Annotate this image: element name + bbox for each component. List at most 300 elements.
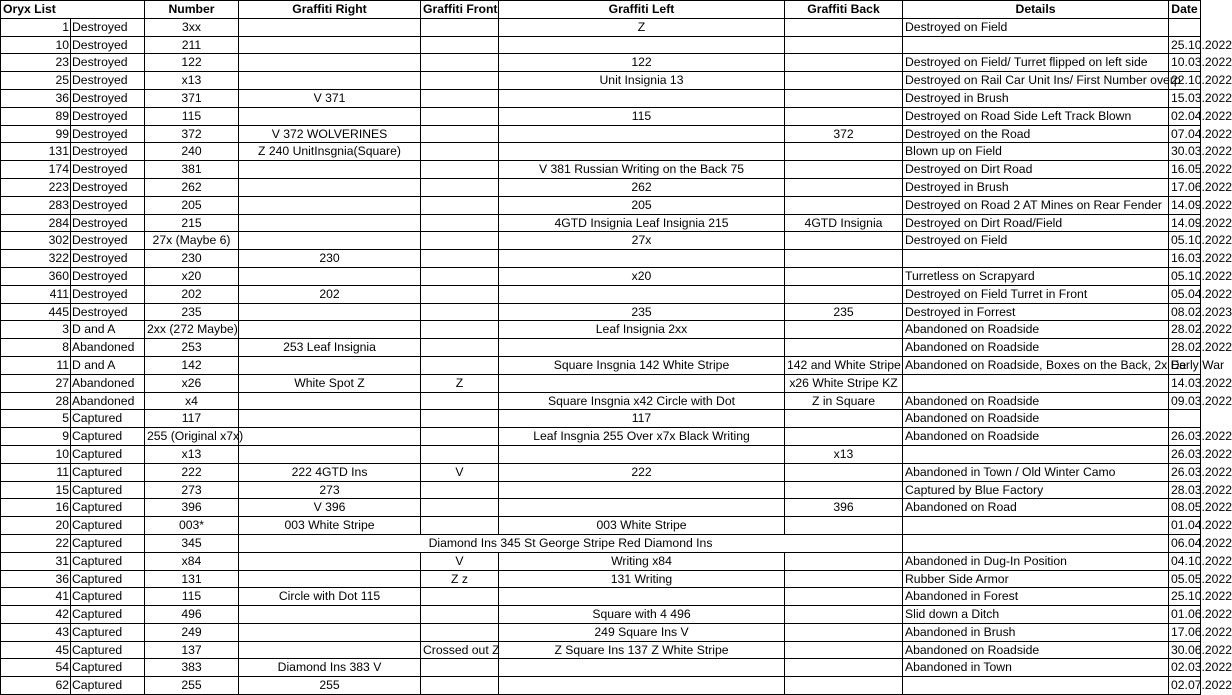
graffiti-front-cell[interactable]: V [421, 463, 499, 481]
graffiti-left-cell[interactable] [499, 499, 785, 517]
status-cell[interactable]: Destroyed [71, 285, 145, 303]
graffiti-left-cell[interactable]: 122 [499, 54, 785, 72]
graffiti-left-cell[interactable]: 003 White Stripe [499, 517, 785, 535]
graffiti-back-cell[interactable] [785, 570, 903, 588]
details-cell[interactable]: Destroyed in Brush [903, 178, 1169, 196]
status-cell[interactable]: Destroyed [71, 143, 145, 161]
graffiti-left-cell[interactable]: Z [499, 18, 785, 36]
details-cell[interactable]: Rubber Side Armor [903, 570, 1169, 588]
graffiti-right-cell[interactable] [239, 214, 421, 232]
graffiti-back-cell[interactable] [785, 267, 903, 285]
oryx-id-cell[interactable]: 22 [1, 534, 71, 552]
details-cell[interactable] [903, 445, 1169, 463]
oryx-id-cell[interactable]: 411 [1, 285, 71, 303]
status-cell[interactable]: Captured [71, 428, 145, 446]
date-cell[interactable]: 30.03.2022 [1169, 143, 1201, 161]
graffiti-front-cell[interactable] [421, 267, 499, 285]
oryx-id-cell[interactable]: 131 [1, 143, 71, 161]
graffiti-front-cell[interactable]: Z [421, 374, 499, 392]
number-cell[interactable]: x84 [145, 552, 239, 570]
oryx-id-cell[interactable]: 16 [1, 499, 71, 517]
graffiti-back-cell[interactable] [785, 517, 903, 535]
graffiti-front-cell[interactable]: Crossed out Z [421, 641, 499, 659]
date-cell[interactable]: 15.03.2022 [1169, 89, 1201, 107]
graffiti-back-cell[interactable] [785, 89, 903, 107]
details-cell[interactable]: Abandoned on Roadside, Boxes on the Back, 2x De [903, 356, 1169, 374]
graffiti-right-cell[interactable]: Diamond Ins 383 V [239, 659, 421, 677]
status-cell[interactable]: Destroyed [71, 303, 145, 321]
graffiti-back-cell[interactable] [785, 107, 903, 125]
graffiti-back-header[interactable]: Graffiti Back [785, 1, 903, 19]
date-cell[interactable]: 14.09.2022 [1169, 214, 1201, 232]
graffiti-back-cell[interactable] [785, 659, 903, 677]
graffiti-right-cell[interactable] [239, 606, 421, 624]
graffiti-front-cell[interactable] [421, 517, 499, 535]
status-cell[interactable]: Captured [71, 410, 145, 428]
graffiti-left-cell[interactable]: Square Insgnia x42 Circle with Dot [499, 392, 785, 410]
details-cell[interactable]: Destroyed in Forrest [903, 303, 1169, 321]
graffiti-back-cell[interactable]: 142 and White Stripe [785, 356, 903, 374]
details-cell[interactable]: Destroyed in Brush [903, 89, 1169, 107]
graffiti-left-cell[interactable]: 235 [499, 303, 785, 321]
oryx-id-cell[interactable]: 174 [1, 161, 71, 179]
date-cell[interactable]: 05.04.2022 [1169, 285, 1201, 303]
number-cell[interactable]: 215 [145, 214, 239, 232]
number-cell[interactable]: 249 [145, 623, 239, 641]
status-cell[interactable]: Destroyed [71, 232, 145, 250]
oryx-id-cell[interactable]: 27 [1, 374, 71, 392]
number-cell[interactable]: 3xx [145, 18, 239, 36]
status-cell[interactable]: Destroyed [71, 54, 145, 72]
details-cell[interactable]: Abandoned on Roadside [903, 641, 1169, 659]
status-cell[interactable]: Captured [71, 588, 145, 606]
oryx-id-cell[interactable]: 11 [1, 463, 71, 481]
graffiti-front-cell[interactable] [421, 481, 499, 499]
graffiti-back-cell[interactable] [785, 428, 903, 446]
oryx-id-cell[interactable]: 99 [1, 125, 71, 143]
graffiti-front-cell[interactable] [421, 232, 499, 250]
number-cell[interactable]: 131 [145, 570, 239, 588]
graffiti-right-cell[interactable] [239, 552, 421, 570]
details-cell[interactable]: Destroyed on Road 2 AT Mines on Rear Fender [903, 196, 1169, 214]
number-cell[interactable]: 255 [145, 677, 239, 695]
graffiti-left-cell[interactable] [499, 125, 785, 143]
details-cell[interactable]: Abandoned in Forest [903, 588, 1169, 606]
graffiti-back-cell[interactable] [785, 339, 903, 357]
graffiti-left-cell[interactable]: 131 Writing [499, 570, 785, 588]
graffiti-front-cell[interactable] [421, 125, 499, 143]
graffiti-left-cell[interactable] [499, 89, 785, 107]
oryx-id-cell[interactable]: 23 [1, 54, 71, 72]
graffiti-right-header[interactable]: Graffiti Right [239, 1, 421, 19]
oryx-id-cell[interactable]: 8 [1, 339, 71, 357]
date-cell[interactable]: 14.09.2022 [1169, 196, 1201, 214]
graffiti-left-cell[interactable]: 117 [499, 410, 785, 428]
date-cell[interactable]: 14.03.2022 [1169, 374, 1201, 392]
status-cell[interactable]: Abandoned [71, 339, 145, 357]
graffiti-right-cell[interactable] [239, 72, 421, 90]
date-cell[interactable]: 02.07.2022 [1169, 677, 1201, 695]
number-cell[interactable]: 235 [145, 303, 239, 321]
graffiti-left-cell[interactable] [499, 445, 785, 463]
number-cell[interactable]: 273 [145, 481, 239, 499]
graffiti-right-cell[interactable]: Z 240 UnitInsgnia(Square) [239, 143, 421, 161]
graffiti-left-cell[interactable]: Z Square Ins 137 Z White Stripe [499, 641, 785, 659]
graffiti-right-cell[interactable] [239, 232, 421, 250]
graffiti-left-cell[interactable]: Square Insgnia 142 White Stripe [499, 356, 785, 374]
details-cell[interactable]: Abandoned in Town [903, 659, 1169, 677]
oryx-id-cell[interactable]: 360 [1, 267, 71, 285]
number-cell[interactable]: 122 [145, 54, 239, 72]
graffiti-front-cell[interactable] [421, 107, 499, 125]
number-cell[interactable]: 115 [145, 588, 239, 606]
graffiti-front-cell[interactable] [421, 250, 499, 268]
oryx-id-cell[interactable]: 25 [1, 72, 71, 90]
status-cell[interactable]: Captured [71, 623, 145, 641]
graffiti-right-cell[interactable] [239, 445, 421, 463]
number-cell[interactable]: 372 [145, 125, 239, 143]
graffiti-front-cell[interactable] [421, 588, 499, 606]
graffiti-back-cell[interactable] [785, 18, 903, 36]
graffiti-right-cell[interactable]: 273 [239, 481, 421, 499]
date-cell[interactable]: 25.10.2022 [1169, 588, 1201, 606]
details-cell[interactable]: Blown up on Field [903, 143, 1169, 161]
graffiti-back-cell[interactable] [785, 410, 903, 428]
number-cell[interactable]: 255 (Original x7x) [145, 428, 239, 446]
date-cell[interactable]: 10.03.2022 [1169, 54, 1201, 72]
graffiti-right-cell[interactable] [239, 18, 421, 36]
status-cell[interactable]: Captured [71, 677, 145, 695]
number-cell[interactable]: 496 [145, 606, 239, 624]
details-cell[interactable]: Abandoned in Town / Old Winter Camo [903, 463, 1169, 481]
oryx-list-header[interactable]: Oryx List [1, 1, 145, 19]
graffiti-front-cell[interactable] [421, 428, 499, 446]
status-cell[interactable]: Captured [71, 606, 145, 624]
graffiti-right-cell[interactable]: 202 [239, 285, 421, 303]
graffiti-left-cell[interactable] [499, 339, 785, 357]
graffiti-back-cell[interactable] [785, 196, 903, 214]
graffiti-left-cell[interactable] [499, 588, 785, 606]
graffiti-back-cell[interactable] [785, 285, 903, 303]
details-cell[interactable]: Destroyed on Field [903, 18, 1169, 36]
oryx-id-cell[interactable]: 11 [1, 356, 71, 374]
graffiti-left-cell[interactable]: 205 [499, 196, 785, 214]
graffiti-front-cell[interactable] [421, 303, 499, 321]
oryx-id-cell[interactable]: 31 [1, 552, 71, 570]
graffiti-left-cell[interactable] [499, 250, 785, 268]
graffiti-right-cell[interactable]: V 372 WOLVERINES [239, 125, 421, 143]
oryx-id-cell[interactable]: 5 [1, 410, 71, 428]
graffiti-front-cell[interactable] [421, 72, 499, 90]
graffiti-left-cell[interactable]: Leaf Insgnia 255 Over x7x Black Writing [499, 428, 785, 446]
graffiti-front-cell[interactable] [421, 178, 499, 196]
graffiti-back-cell[interactable] [785, 623, 903, 641]
details-cell[interactable] [903, 517, 1169, 535]
graffiti-right-cell[interactable]: 003 White Stripe [239, 517, 421, 535]
details-cell[interactable]: Destroyed on Field/ Turret flipped on left side [903, 54, 1169, 72]
status-cell[interactable]: Destroyed [71, 267, 145, 285]
oryx-id-cell[interactable]: 36 [1, 89, 71, 107]
details-cell[interactable]: Turretless on Scrapyard [903, 267, 1169, 285]
status-cell[interactable]: Abandoned [71, 392, 145, 410]
number-cell[interactable]: 27x (Maybe 6) [145, 232, 239, 250]
graffiti-left-header[interactable]: Graffiti Left [499, 1, 785, 19]
graffiti-back-cell[interactable] [785, 321, 903, 339]
number-cell[interactable]: 240 [145, 143, 239, 161]
graffiti-front-cell[interactable] [421, 606, 499, 624]
details-cell[interactable]: Destroyed on Road Side Left Track Blown [903, 107, 1169, 125]
date-cell[interactable]: 08.05.2022 [1169, 499, 1201, 517]
details-cell[interactable] [903, 250, 1169, 268]
number-cell[interactable]: 202 [145, 285, 239, 303]
status-cell[interactable]: Destroyed [71, 178, 145, 196]
date-cell[interactable]: 17.06.2022 [1169, 178, 1201, 196]
graffiti-front-cell[interactable] [421, 285, 499, 303]
number-cell[interactable]: x13 [145, 445, 239, 463]
graffiti-left-cell[interactable]: x20 [499, 267, 785, 285]
details-cell[interactable]: Destroyed on Field [903, 232, 1169, 250]
number-cell[interactable]: 003* [145, 517, 239, 535]
details-cell[interactable]: Destroyed on the Road [903, 125, 1169, 143]
oryx-id-cell[interactable]: 20 [1, 517, 71, 535]
graffiti-front-cell[interactable] [421, 54, 499, 72]
graffiti-left-cell[interactable] [499, 374, 785, 392]
graffiti-back-cell[interactable] [785, 552, 903, 570]
number-header[interactable]: Number [145, 1, 239, 19]
date-cell[interactable]: 08.02.2023 [1169, 303, 1201, 321]
graffiti-front-cell[interactable] [421, 339, 499, 357]
number-cell[interactable]: 383 [145, 659, 239, 677]
graffiti-left-cell[interactable] [499, 659, 785, 677]
graffiti-right-cell[interactable] [239, 107, 421, 125]
details-cell[interactable]: Captured by Blue Factory [903, 481, 1169, 499]
number-cell[interactable]: x4 [145, 392, 239, 410]
oryx-id-cell[interactable]: 54 [1, 659, 71, 677]
graffiti-front-header[interactable]: Graffiti Front [421, 1, 499, 19]
oryx-id-cell[interactable]: 43 [1, 623, 71, 641]
status-cell[interactable]: Captured [71, 517, 145, 535]
graffiti-right-cell[interactable] [239, 410, 421, 428]
oryx-id-cell[interactable]: 15 [1, 481, 71, 499]
date-cell[interactable]: 06.04.2022 [1169, 534, 1201, 552]
number-cell[interactable]: 371 [145, 89, 239, 107]
oryx-id-cell[interactable]: 28 [1, 392, 71, 410]
date-cell[interactable]: 28.02.2022 [1169, 321, 1201, 339]
status-cell[interactable]: Captured [71, 570, 145, 588]
date-cell[interactable]: 01.06.2022 [1169, 606, 1201, 624]
date-cell[interactable]: Early War [1169, 356, 1201, 374]
details-cell[interactable]: Abandoned on Roadside [903, 392, 1169, 410]
status-cell[interactable]: Captured [71, 534, 145, 552]
number-cell[interactable]: 211 [145, 36, 239, 54]
graffiti-front-cell[interactable] [421, 143, 499, 161]
details-cell[interactable] [903, 534, 1169, 552]
oryx-id-cell[interactable]: 10 [1, 36, 71, 54]
status-cell[interactable]: Destroyed [71, 214, 145, 232]
graffiti-back-cell[interactable] [785, 72, 903, 90]
graffiti-right-cell[interactable] [239, 392, 421, 410]
number-cell[interactable]: 381 [145, 161, 239, 179]
details-cell[interactable]: Destroyed on Dirt Road [903, 161, 1169, 179]
status-cell[interactable]: Captured [71, 445, 145, 463]
graffiti-left-cell[interactable]: 249 Square Ins V [499, 623, 785, 641]
graffiti-left-cell[interactable]: Writing x84 [499, 552, 785, 570]
status-cell[interactable]: Destroyed [71, 36, 145, 54]
number-cell[interactable]: 137 [145, 641, 239, 659]
details-cell[interactable]: Abandoned in Dug-In Position [903, 552, 1169, 570]
graffiti-right-cell[interactable] [239, 36, 421, 54]
oryx-id-cell[interactable]: 1 [1, 18, 71, 36]
graffiti-back-cell[interactable] [785, 143, 903, 161]
graffiti-left-cell[interactable]: 27x [499, 232, 785, 250]
date-cell[interactable] [1169, 18, 1201, 36]
graffiti-back-cell[interactable] [785, 641, 903, 659]
oryx-id-cell[interactable]: 322 [1, 250, 71, 268]
number-cell[interactable]: 2xx (272 Maybe) [145, 321, 239, 339]
oryx-id-cell[interactable]: 302 [1, 232, 71, 250]
date-cell[interactable]: 09.03.2022 [1169, 392, 1201, 410]
oryx-id-cell[interactable]: 445 [1, 303, 71, 321]
graffiti-back-cell[interactable] [785, 36, 903, 54]
details-cell[interactable]: Abandoned on Roadside [903, 339, 1169, 357]
number-cell[interactable]: 262 [145, 178, 239, 196]
graffiti-back-cell[interactable] [785, 588, 903, 606]
graffiti-back-cell[interactable]: 235 [785, 303, 903, 321]
details-cell[interactable]: Abandoned on Road [903, 499, 1169, 517]
status-cell[interactable]: Abandoned [71, 374, 145, 392]
graffiti-back-cell[interactable]: x13 [785, 445, 903, 463]
graffiti-left-cell[interactable] [499, 143, 785, 161]
oryx-id-cell[interactable]: 284 [1, 214, 71, 232]
details-cell[interactable]: Slid down a Ditch [903, 606, 1169, 624]
graffiti-front-cell[interactable] [421, 161, 499, 179]
status-cell[interactable]: Destroyed [71, 72, 145, 90]
graffiti-left-cell[interactable]: 115 [499, 107, 785, 125]
graffiti-left-cell[interactable]: 262 [499, 178, 785, 196]
details-cell[interactable] [903, 677, 1169, 695]
status-cell[interactable]: Captured [71, 659, 145, 677]
date-cell[interactable]: 22.10.2022 [1169, 72, 1201, 90]
graffiti-back-cell[interactable]: 372 [785, 125, 903, 143]
graffiti-right-cell[interactable]: 255 [239, 677, 421, 695]
number-cell[interactable]: x20 [145, 267, 239, 285]
status-cell[interactable]: Destroyed [71, 161, 145, 179]
number-cell[interactable]: x13 [145, 72, 239, 90]
graffiti-left-cell[interactable] [499, 677, 785, 695]
graffiti-back-cell[interactable] [785, 54, 903, 72]
details-cell[interactable]: Destroyed on Dirt Road/Field [903, 214, 1169, 232]
date-cell[interactable]: 17.06.2022 [1169, 623, 1201, 641]
status-cell[interactable]: Destroyed [71, 125, 145, 143]
date-cell[interactable]: 05.10.2022 [1169, 267, 1201, 285]
date-cell[interactable]: 26.03.2022 [1169, 428, 1201, 446]
number-cell[interactable]: 396 [145, 499, 239, 517]
number-cell[interactable]: 253 [145, 339, 239, 357]
status-cell[interactable]: D and A [71, 356, 145, 374]
details-cell[interactable]: Abandoned on Roadside [903, 410, 1169, 428]
oryx-id-cell[interactable]: 223 [1, 178, 71, 196]
status-cell[interactable]: Captured [71, 481, 145, 499]
details-cell[interactable]: Destroyed on Rail Car Unit Ins/ First Number overp [903, 72, 1169, 90]
graffiti-left-cell[interactable]: V 381 Russian Writing on the Back 75 [499, 161, 785, 179]
status-cell[interactable]: Destroyed [71, 107, 145, 125]
graffiti-right-cell[interactable]: Circle with Dot 115 [239, 588, 421, 606]
details-cell[interactable] [903, 374, 1169, 392]
details-cell[interactable]: Abandoned on Roadside [903, 428, 1169, 446]
details-cell[interactable]: Abandoned on Roadside [903, 321, 1169, 339]
graffiti-front-cell[interactable]: V [421, 552, 499, 570]
graffiti-right-cell[interactable] [239, 196, 421, 214]
graffiti-front-cell[interactable]: Z z [421, 570, 499, 588]
status-cell[interactable]: Destroyed [71, 196, 145, 214]
status-cell[interactable]: Destroyed [71, 18, 145, 36]
status-cell[interactable]: Captured [71, 463, 145, 481]
status-cell[interactable]: Destroyed [71, 250, 145, 268]
graffiti-right-cell[interactable] [239, 161, 421, 179]
graffiti-front-cell[interactable] [421, 623, 499, 641]
graffiti-right-cell[interactable] [239, 428, 421, 446]
number-cell[interactable]: 345 [145, 534, 239, 552]
date-cell[interactable]: 26.03.2022 [1169, 463, 1201, 481]
graffiti-back-cell[interactable] [785, 178, 903, 196]
graffiti-left-cell[interactable] [499, 285, 785, 303]
date-cell[interactable]: 07.04.2022 [1169, 125, 1201, 143]
graffiti-front-cell[interactable] [421, 677, 499, 695]
number-cell[interactable]: 230 [145, 250, 239, 268]
date-cell[interactable]: 26.03.2022 [1169, 445, 1201, 463]
graffiti-right-cell[interactable] [239, 623, 421, 641]
date-cell[interactable]: 01.04.2022 [1169, 517, 1201, 535]
graffiti-back-cell[interactable] [785, 250, 903, 268]
oryx-id-cell[interactable]: 283 [1, 196, 71, 214]
graffiti-left-cell[interactable]: 4GTD Insignia Leaf Insignia 215 [499, 214, 785, 232]
graffiti-back-cell[interactable] [785, 161, 903, 179]
date-cell[interactable]: 28.02.2022 [1169, 339, 1201, 357]
date-cell[interactable]: 16.05.2022 [1169, 161, 1201, 179]
graffiti-front-cell[interactable] [421, 214, 499, 232]
details-cell[interactable]: Destroyed on Field Turret in Front [903, 285, 1169, 303]
graffiti-back-cell[interactable]: Z in Square [785, 392, 903, 410]
graffiti-left-cell[interactable]: 222 [499, 463, 785, 481]
graffiti-right-cell[interactable]: White Spot Z [239, 374, 421, 392]
graffiti-back-cell[interactable] [785, 232, 903, 250]
graffiti-front-cell[interactable] [421, 356, 499, 374]
graffiti-front-cell[interactable] [421, 18, 499, 36]
status-cell[interactable]: Destroyed [71, 89, 145, 107]
graffiti-right-cell[interactable] [239, 356, 421, 374]
date-cell[interactable]: 02.04.2022 [1169, 107, 1201, 125]
oryx-id-cell[interactable]: 45 [1, 641, 71, 659]
graffiti-right-cell[interactable]: V 371 [239, 89, 421, 107]
status-cell[interactable]: Captured [71, 499, 145, 517]
graffiti-right-cell[interactable] [239, 267, 421, 285]
status-cell[interactable]: D and A [71, 321, 145, 339]
number-cell[interactable]: 115 [145, 107, 239, 125]
oryx-id-cell[interactable]: 41 [1, 588, 71, 606]
graffiti-right-cell[interactable] [239, 303, 421, 321]
graffiti-front-cell[interactable] [421, 392, 499, 410]
date-cell[interactable]: 16.03.2022 [1169, 250, 1201, 268]
graffiti-left-cell[interactable]: Leaf Insignia 2xx [499, 321, 785, 339]
status-cell[interactable]: Captured [71, 641, 145, 659]
graffiti-right-cell[interactable] [239, 641, 421, 659]
date-cell[interactable] [1169, 410, 1201, 428]
graffiti-back-cell[interactable]: 4GTD Insignia [785, 214, 903, 232]
oryx-id-cell[interactable]: 9 [1, 428, 71, 446]
graffiti-back-cell[interactable] [785, 463, 903, 481]
date-cell[interactable]: 25.10.2022 [1169, 36, 1201, 54]
number-cell[interactable]: 142 [145, 356, 239, 374]
